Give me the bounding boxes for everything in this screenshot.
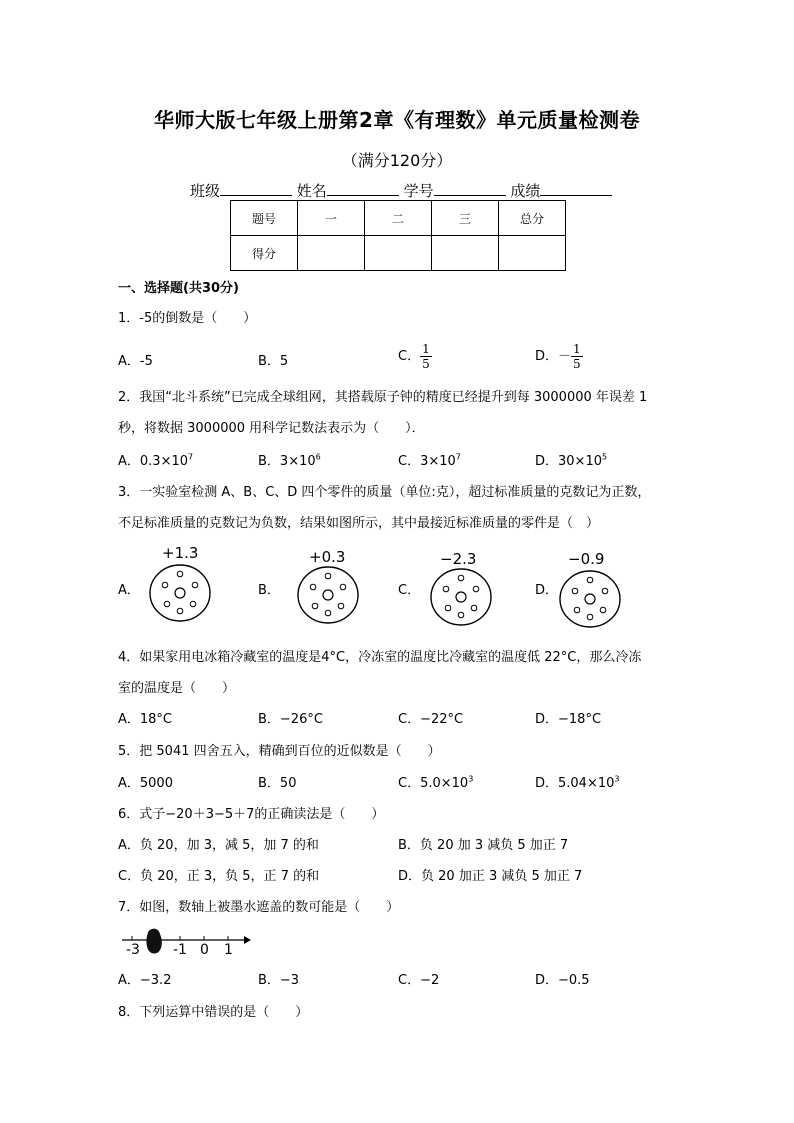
ink-blot-icon xyxy=(146,929,161,954)
q7-option-d: D．−0.5 xyxy=(535,973,590,988)
score-table-header-row xyxy=(231,201,566,236)
score-table-score-row xyxy=(231,236,566,271)
score-table-blank-cell xyxy=(499,236,566,271)
question-1-stem: 1．-5的倒数是（ ） xyxy=(118,311,257,326)
q5-option-a: A．5000 xyxy=(118,776,173,791)
option-base: D．30×10 xyxy=(535,454,602,469)
q4-option-c: C．−22°C xyxy=(398,712,464,727)
q6-option-d: D．负 20 加正 3 减负 5 加正 7 xyxy=(398,869,583,884)
question-4-line-1: 4．如果家用电冰箱冷藏室的温度是4°C，冷冻室的温度比冷藏室的温度低 22°C，那么冷冻 xyxy=(118,650,642,665)
axis-label-0: 0 xyxy=(200,942,209,958)
question-7-stem: 7．如图，数轴上被墨水遮盖的数可能是（ ） xyxy=(118,900,400,915)
q1-option-d-prefix: D．－ xyxy=(535,349,572,364)
q1-option-d-fraction xyxy=(571,342,583,371)
score-table-cell: 总分 xyxy=(499,201,566,236)
q1-option-c xyxy=(398,342,432,371)
option-exponent: 7 xyxy=(188,452,194,462)
class-label: 班级 xyxy=(190,182,221,200)
q2-option-a xyxy=(118,450,193,469)
q1-option-a: A．-5 xyxy=(118,354,153,369)
fraction-denominator: 5 xyxy=(422,357,430,371)
fraction-numerator: 1 xyxy=(573,342,581,356)
disk-d-part-icon xyxy=(558,570,622,628)
score-blank xyxy=(540,181,612,196)
q4-option-a: A．18°C xyxy=(118,712,173,727)
score-table-cell: 二 xyxy=(365,201,432,236)
disk-c-part-icon xyxy=(429,568,493,626)
q6-option-a: A．负 20，加 3，减 5，加 7 的和 xyxy=(118,838,319,853)
option-exponent: 7 xyxy=(455,452,461,462)
question-2-line-1: 2．我国“北斗系统”已完成全球组网，其搭载原子钟的精度已经提升到每 3000000 年误差 1 xyxy=(118,390,648,405)
student-id-blank xyxy=(434,181,506,196)
student-id-label: 学号 xyxy=(403,182,434,200)
disk-c-letter: C． xyxy=(398,583,421,598)
question-3-line-2: 不足标准质量的克数记为负数，结果如图所示，其中最接近标准质量的零件是（ ） xyxy=(118,516,600,531)
q1-option-c-prefix: C． xyxy=(398,349,421,364)
student-info-line xyxy=(190,180,612,201)
question-3-line-1: 3．一实验室检测 A、B、C、D 四个零件的质量（单位:克），超过标准质量的克数记为正数， xyxy=(118,485,651,500)
disk-b-letter: B． xyxy=(258,583,280,598)
disk-b-mass-label: +0.3 xyxy=(309,548,346,566)
option-exponent: 5 xyxy=(602,452,608,462)
disk-a-part-icon xyxy=(148,564,212,622)
option-exponent: 6 xyxy=(315,452,321,462)
option-base: A．0.3×10 xyxy=(118,454,189,469)
fraction-numerator: 1 xyxy=(422,342,430,356)
q4-option-b: B．−26°C xyxy=(258,712,323,727)
question-4-line-2: 室的温度是（ ） xyxy=(118,681,236,696)
disk-d-letter: D． xyxy=(535,583,559,598)
option-base: C．3×10 xyxy=(398,454,456,469)
axis-label-1: 1 xyxy=(224,942,233,958)
q1-option-c-fraction xyxy=(420,342,432,371)
q5-option-c xyxy=(398,772,473,791)
q7-option-b: B．−3 xyxy=(258,973,300,988)
q6-option-c: C．负 20，正 3，负 5，正 7 的和 xyxy=(118,869,320,884)
number-line-arrow xyxy=(244,936,251,944)
disk-c-mass-label: −2.3 xyxy=(440,550,477,568)
score-table-blank-cell xyxy=(365,236,432,271)
q4-option-d: D．−18°C xyxy=(535,712,602,727)
page-subtitle: （满分120分） xyxy=(341,151,453,170)
q2-option-d xyxy=(535,450,607,469)
q1-option-d xyxy=(535,342,583,371)
score-table-cell: 三 xyxy=(432,201,499,236)
score-table-cell: 一 xyxy=(298,201,365,236)
name-blank xyxy=(327,181,399,196)
section-heading: 一、选择题(共30分) xyxy=(118,281,239,296)
q2-option-b xyxy=(258,450,321,469)
q7-option-a: A．−3.2 xyxy=(118,973,172,988)
score-table xyxy=(230,200,566,271)
option-base: D．5.04×10 xyxy=(535,776,615,791)
option-base: C．5.0×10 xyxy=(398,776,469,791)
axis-label-neg1: -1 xyxy=(173,942,187,958)
score-table-cell: 题号 xyxy=(231,201,298,236)
q6-option-b: B．负 20 加 3 减负 5 加正 7 xyxy=(398,838,569,853)
q5-option-b: B．50 xyxy=(258,776,297,791)
question-8-stem: 8．下列运算中错误的是（ ） xyxy=(118,1005,309,1020)
q7-option-c: C．−2 xyxy=(398,973,440,988)
q1-option-b: B．5 xyxy=(258,354,289,369)
disk-d-mass-label: −0.9 xyxy=(568,550,605,568)
axis-label-neg3: -3 xyxy=(126,942,140,958)
q5-option-d xyxy=(535,772,619,791)
score-table-cell: 得分 xyxy=(231,236,298,271)
option-exponent: 3 xyxy=(468,774,474,784)
disk-a-letter: A． xyxy=(118,583,140,598)
option-exponent: 3 xyxy=(614,774,620,784)
class-blank xyxy=(220,181,292,196)
option-base: B．3×10 xyxy=(258,454,316,469)
name-label: 姓名 xyxy=(296,182,327,200)
score-table-blank-cell xyxy=(432,236,499,271)
question-5-stem: 5．把 5041 四舍五入，精确到百位的近似数是（ ） xyxy=(118,744,441,759)
disk-b-part-icon xyxy=(296,566,360,624)
q2-option-c xyxy=(398,450,461,469)
disk-a-mass-label: +1.3 xyxy=(162,544,199,562)
question-2-line-2: 秒，将数据 3000000 用科学记数法表示为（ ）． xyxy=(118,421,425,436)
score-table-blank-cell xyxy=(298,236,365,271)
page-title: 华师大版七年级上册第2章《有理数》单元质量检测卷 xyxy=(154,108,640,132)
question-6-stem: 6．式子−20＋3−5＋7的正确读法是（ ） xyxy=(118,807,385,822)
score-label: 成绩 xyxy=(510,182,541,200)
fraction-denominator: 5 xyxy=(573,357,581,371)
